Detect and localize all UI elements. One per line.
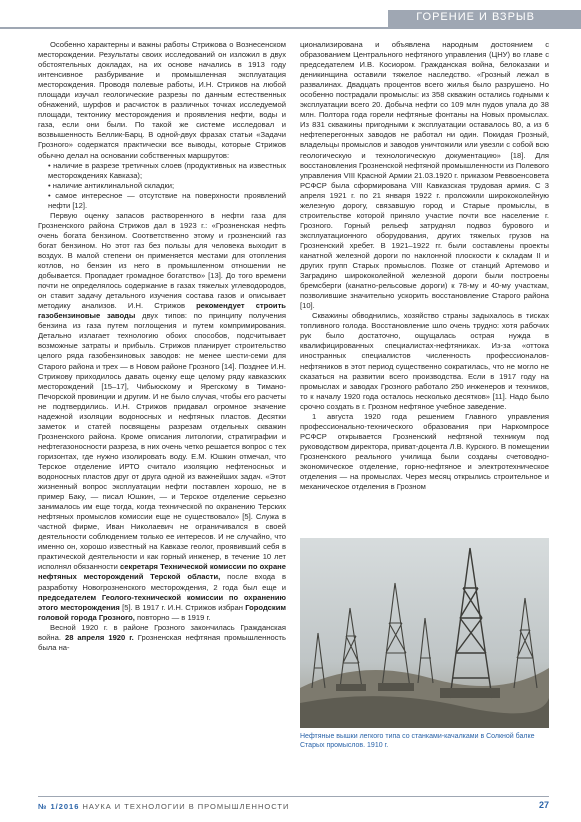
column-right xyxy=(300,40,549,492)
footer-rule xyxy=(38,796,549,797)
text-run: повторно — в 1919 г. xyxy=(137,612,211,622)
paragraph: 1 августа 1920 года решением Главного управления профессионально-технического образования при Наркомпросе РСФСР открывается Грозненский нефтяной техникум под руководством директора, приват-доцента Л.В. Курского. В помещении Грозненского реального училища были созданы счетоводно-экономическое отделение, горно-нефтяное и электротехническое отделения — на промыслах. Через месяц открылись строительное и механическое отделения в Грозном xyxy=(300,411,549,492)
page-number: 27 xyxy=(538,800,549,810)
bullet-item: • наличие антиклинальной складки; xyxy=(48,180,175,190)
header-rule xyxy=(0,27,581,29)
bold-text: 28 апреля 1920 г. xyxy=(64,632,134,642)
paragraph xyxy=(38,211,286,623)
derricks-illustration xyxy=(300,538,549,728)
bold-text: председателем Геолого-технической комиссии по охранению этого месторождения xyxy=(38,592,286,612)
text-run: [5]. В 1917 г. И.Н. Стрижов избран xyxy=(122,602,243,612)
issue-number: № 1/2016 xyxy=(38,802,80,811)
paragraph xyxy=(38,623,286,653)
footer-journal xyxy=(38,802,289,811)
bold-text: Городским головой города Грозного, xyxy=(38,602,286,622)
text-run: Первую оценку запасов растворенного в нефти газа для Грозненского района Стрижов дал в 1923 г.: «Грозненская нефть очень богата бензином. Соответственно этому и грозненский газ богат бензином. Но этот газ без пользы для человека выходит в воздух. В малой степени он применяется местами для отопления котлов, но бензин из него в промышленном отношении не добывается. Пропадает громадное богатство» [13]. До того времени почти не определялось содержание в газах тяжелых углеводородов, он ставит задачу детального изучения состава газов и описывает методику анализов. И.Н. Стрижов xyxy=(38,210,286,311)
bullet-item: • самое интересное — отсутствие на поверхности проявлений нефти [12]. xyxy=(48,190,286,210)
text-run: после входа в разработку Новогрозненского месторождения, 2 года был еще и xyxy=(38,572,287,592)
section-title: ГОРЕНИЕ И ВЗРЫВ xyxy=(416,11,535,23)
text-run: Весной 1920 г. в районе Грозного закончилась Гражданская война. xyxy=(38,622,286,642)
bullet-item: • наличие в разрезе третичных слоев (продуктивных на известных месторождениях Кавказа); xyxy=(48,160,286,180)
paragraph: ционализирована и объявлена народным достоянием с образованием Центрального нефтяного управления (ЦНУ) во главе с председателем И.В. Косиором. Гражданская война, белоказаки и деникинщина оставили тяжелое наследство. «Грозный лежал в развалинах. Двадцать процентов всего жилья было разрушено. Но особенно пострадали промыслы: из 358 скважин остались годными к эксплуатации всего 20. Добыча нефти со 109 млн пудов упала до 38 млн. Полтора года горели нефтяные фонтаны на Новых промыслах. Из 831 скважины пригодными к эксплуатации оставалось 80, а из 6 нефтеперегонных заводов не работал ни один. Покидая Грозный, владельцы промыслов и заводов уничтожили или увезли с собой всю геологическую и технологическую документацию» [18]. Для восстановления Грозненской нефтяной промышленности из Полевого управления VIII Красной Армии 21.03.1920 г. приказом Реввоенсовета РСФСР была сформирована VIII Кавказская трудовая армия. С 3 апреля 1921 г. по 21 января 1922 г. проложили ширококолейную железную дорогу, связавшую город и Старые промыслы, в строительстве которой приняло участие почти все население г. Грозного. Горный рельеф затруднял подвоз бурового и эксплуатационного оборудования, других тяжелых грузов на Грозненский хребет. В 1921–1922 гг. были составлены проекты канатной железной дороги по наклонной плоскости к складам II и других групп Старых промыслов. Позже от станций Артемово и Заградино ширококолейной железной дороги были построены бремсберги (канатно-рельсовые дороги) к 78-му и 40-му участкам, позволившие значительно ускорить восстановление Старого района [10]. xyxy=(300,40,549,311)
column-left xyxy=(38,40,286,653)
bold-text: секретаря Технической комиссии по охране нефтяных месторождений Терской области, xyxy=(38,562,286,582)
text-run: Грозненская нефтяная промышленность была на- xyxy=(38,632,286,652)
paragraph: Особенно характерны и важны работы Стрижова о Вознесенском месторождении. Результаты своих исследований он изложил в двух обстоятельных докладах, на их основе начались в 1913 году интенсивное разбуривание и промышленная эксплуатация месторождения. Проводя полевые работы, И.Н. Стрижов на любой площади изучал геологические разрезы по данным естественных обнажений, шурфов и расчисток в различных точках исследуемой площади, тектонику месторождения и проявления нефти, воды и газа, если они были. По такой же системе исследовал и возвышенность Беллик-Барц. В одной-двух фразах статьи «Задачи Грозного» содержатся практически все выводы, которые Стрижов обычно делал на основании собственных маршрутов: xyxy=(38,40,286,160)
journal-title: НАУКА И ТЕХНОЛОГИИ В ПРОМЫШЛЕННОСТИ xyxy=(82,802,290,811)
text-run: двух типов: по принципу получения бензина из газа путем поглощения и путем компримирования. Детально излагает технологию обоих способов, подсчитывает возможные затраты и прибыль. Стрижов планирует строительство целого ряда газобензиновых заводов: не менее шести-семи для Старого района и трех — в Новом районе Грозного [14]. Позднее И.Н. Стрижову приходилось давать оценку еще целому ряду кавказских месторождений [15–17], Чибьюскому и Ярегскому в Тимано-Печорской провинции и другим. И не было случая, чтобы его расчеты не подтвердились. И.Н. Стрижов придавал огромное значение надежной изоляции водоносных и нефтяных пластов. Десятки заметок и статей посвящены разрезам отдельных скважин Грозненского района. Кроме описания литологии, стратиграфии и нефтегазоносности разреза, в них очень четко решается вопрос с тех горизонтах, где нужно изолировать воду. Е.М. Юшкин отмечал, что Терское отделение ИРТО считало изоляцию нефтеносных и водоносных пластов друг от друга одной из важнейших задач. «Этот жизненный вопрос эксплуатации нефти поставлен хорошо, не в пример Баку, — писал Юшкин, — и Терское отделение серьезно занималось им еще тогда, когда технической по охранению Терских нефтяных промыслов комиссии еще не существовало» [5]. Служа в частной фирме, Иван Николаевич не ограничивался в своей деятельности соблюдением только ее интересов. И не случайно, что именно он, хорошо известный на Кавказе геолог, проявивший себя в практической деятельности и как горный инженер, в течение 10 лет исполнял обязанности xyxy=(38,311,286,572)
photo-caption: Нефтяные вышки легкого типа со станками-качалками в Солкной балке Старых промыслов. 1910 г. xyxy=(300,733,535,749)
paragraph: Скважины обводнились, хозяйство страны задыхалось в тисках топливного голода. Восстановление шло очень трудно: хотя рабочих рук было достаточно, ощущалась острая нужда в квалифицированных специалистах-нефтяниках. Из-за «оттока иностранных специалистов численность профессионалов-нефтяников в этот период существенно сократилась, что не могло не сказаться на развитии всего производства. Если в 1917 году на промыслах и заводах Грозного работало 250 инженеров и техников, то к началу 1920 года осталось несколько десятков» [11]. Надо было срочно создать в г. Грозном нефтяное учебное заведение. xyxy=(300,311,549,411)
header-bar xyxy=(0,0,581,30)
bold-text: рекомендует строить газобензиновые заводы xyxy=(38,301,286,321)
oil-derricks-photo xyxy=(300,538,549,728)
